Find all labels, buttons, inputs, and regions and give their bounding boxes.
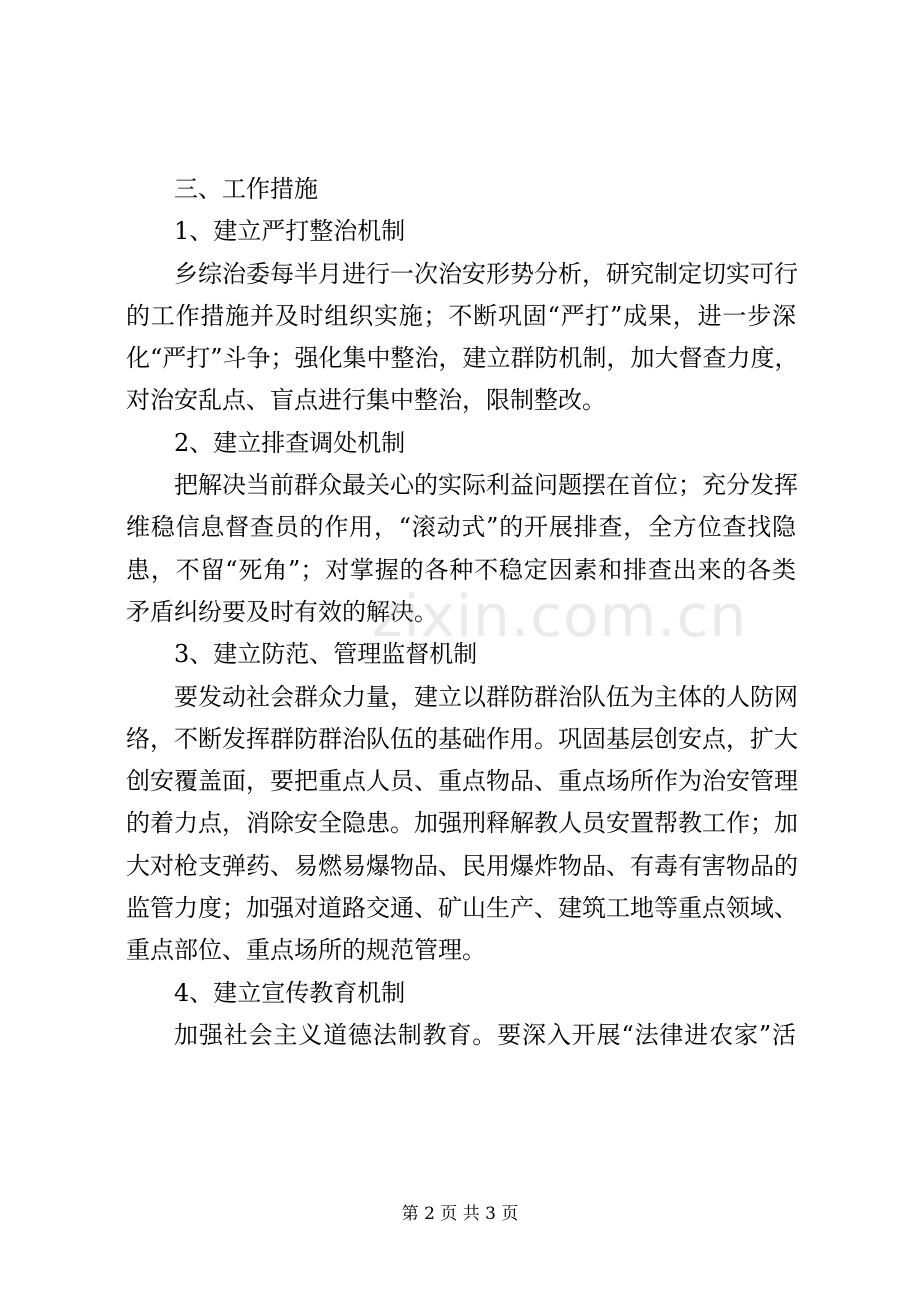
paragraph-line: 创安覆盖面，要把重点人员、重点物品、重点场所作为治安管理 xyxy=(126,767,798,796)
section-heading: 三、工作措施 xyxy=(174,175,318,203)
subsection-heading-3: 3、建立防范、管理监督机制 xyxy=(174,640,478,669)
paragraph-line: 化“严打”斗争；强化集中整治，建立群防机制，加大督查力度， xyxy=(126,344,799,373)
paragraph-line: 患，不留“死角”；对掌握的各种不稳定因素和排查出来的各类 xyxy=(126,555,796,584)
page-footer: 第 2 页 共 3 页 xyxy=(401,1204,519,1224)
paragraph-line: 的工作措施并及时组织实施；不断巩固“严打”成果，进一步深 xyxy=(126,301,796,330)
paragraph-line: 矛盾纠纷要及时有效的解决。 xyxy=(126,597,438,626)
paragraph-line: 把解决当前群众最关心的实际利益问题摆在首位；充分发挥 xyxy=(174,471,798,500)
paragraph-line: 维稳信息督查员的作用，“滚动式”的开展排查，全方位查找隐 xyxy=(126,513,796,542)
paragraph-line: 加强社会主义道德法制教育。要深入开展“法律进农家”活 xyxy=(174,1020,796,1049)
subsection-heading-1: 1、建立严打整治机制 xyxy=(174,217,406,246)
paragraph-line: 的着力点，消除安全隐患。加强刑释解教人员安置帮教工作；加 xyxy=(126,809,798,838)
watermark-text: zixin.com.cn xyxy=(372,582,748,650)
paragraph-line: 络，不断发挥群防群治队伍的基础作用。巩固基层创安点，扩大 xyxy=(126,724,798,753)
subsection-heading-2: 2、建立排查调处机制 xyxy=(174,428,406,457)
paragraph-line: 重点部位、重点场所的规范管理。 xyxy=(126,936,486,965)
paragraph-line: 对治安乱点、盲点进行集中整治，限制整改。 xyxy=(126,386,606,415)
subsection-heading-4: 4、建立宣传教育机制 xyxy=(174,978,406,1007)
paragraph-line: 乡综治委每半月进行一次治安形势分析，研究制定切实可行 xyxy=(174,259,798,288)
paragraph-line: 监管力度；加强对道路交通、矿山生产、建筑工地等重点领域、 xyxy=(126,894,798,923)
paragraph-line: 大对枪支弹药、易燃易爆物品、民用爆炸物品、有毒有害物品的 xyxy=(126,851,798,880)
paragraph-line: 要发动社会群众力量，建立以群防群治队伍为主体的人防网 xyxy=(174,682,798,711)
